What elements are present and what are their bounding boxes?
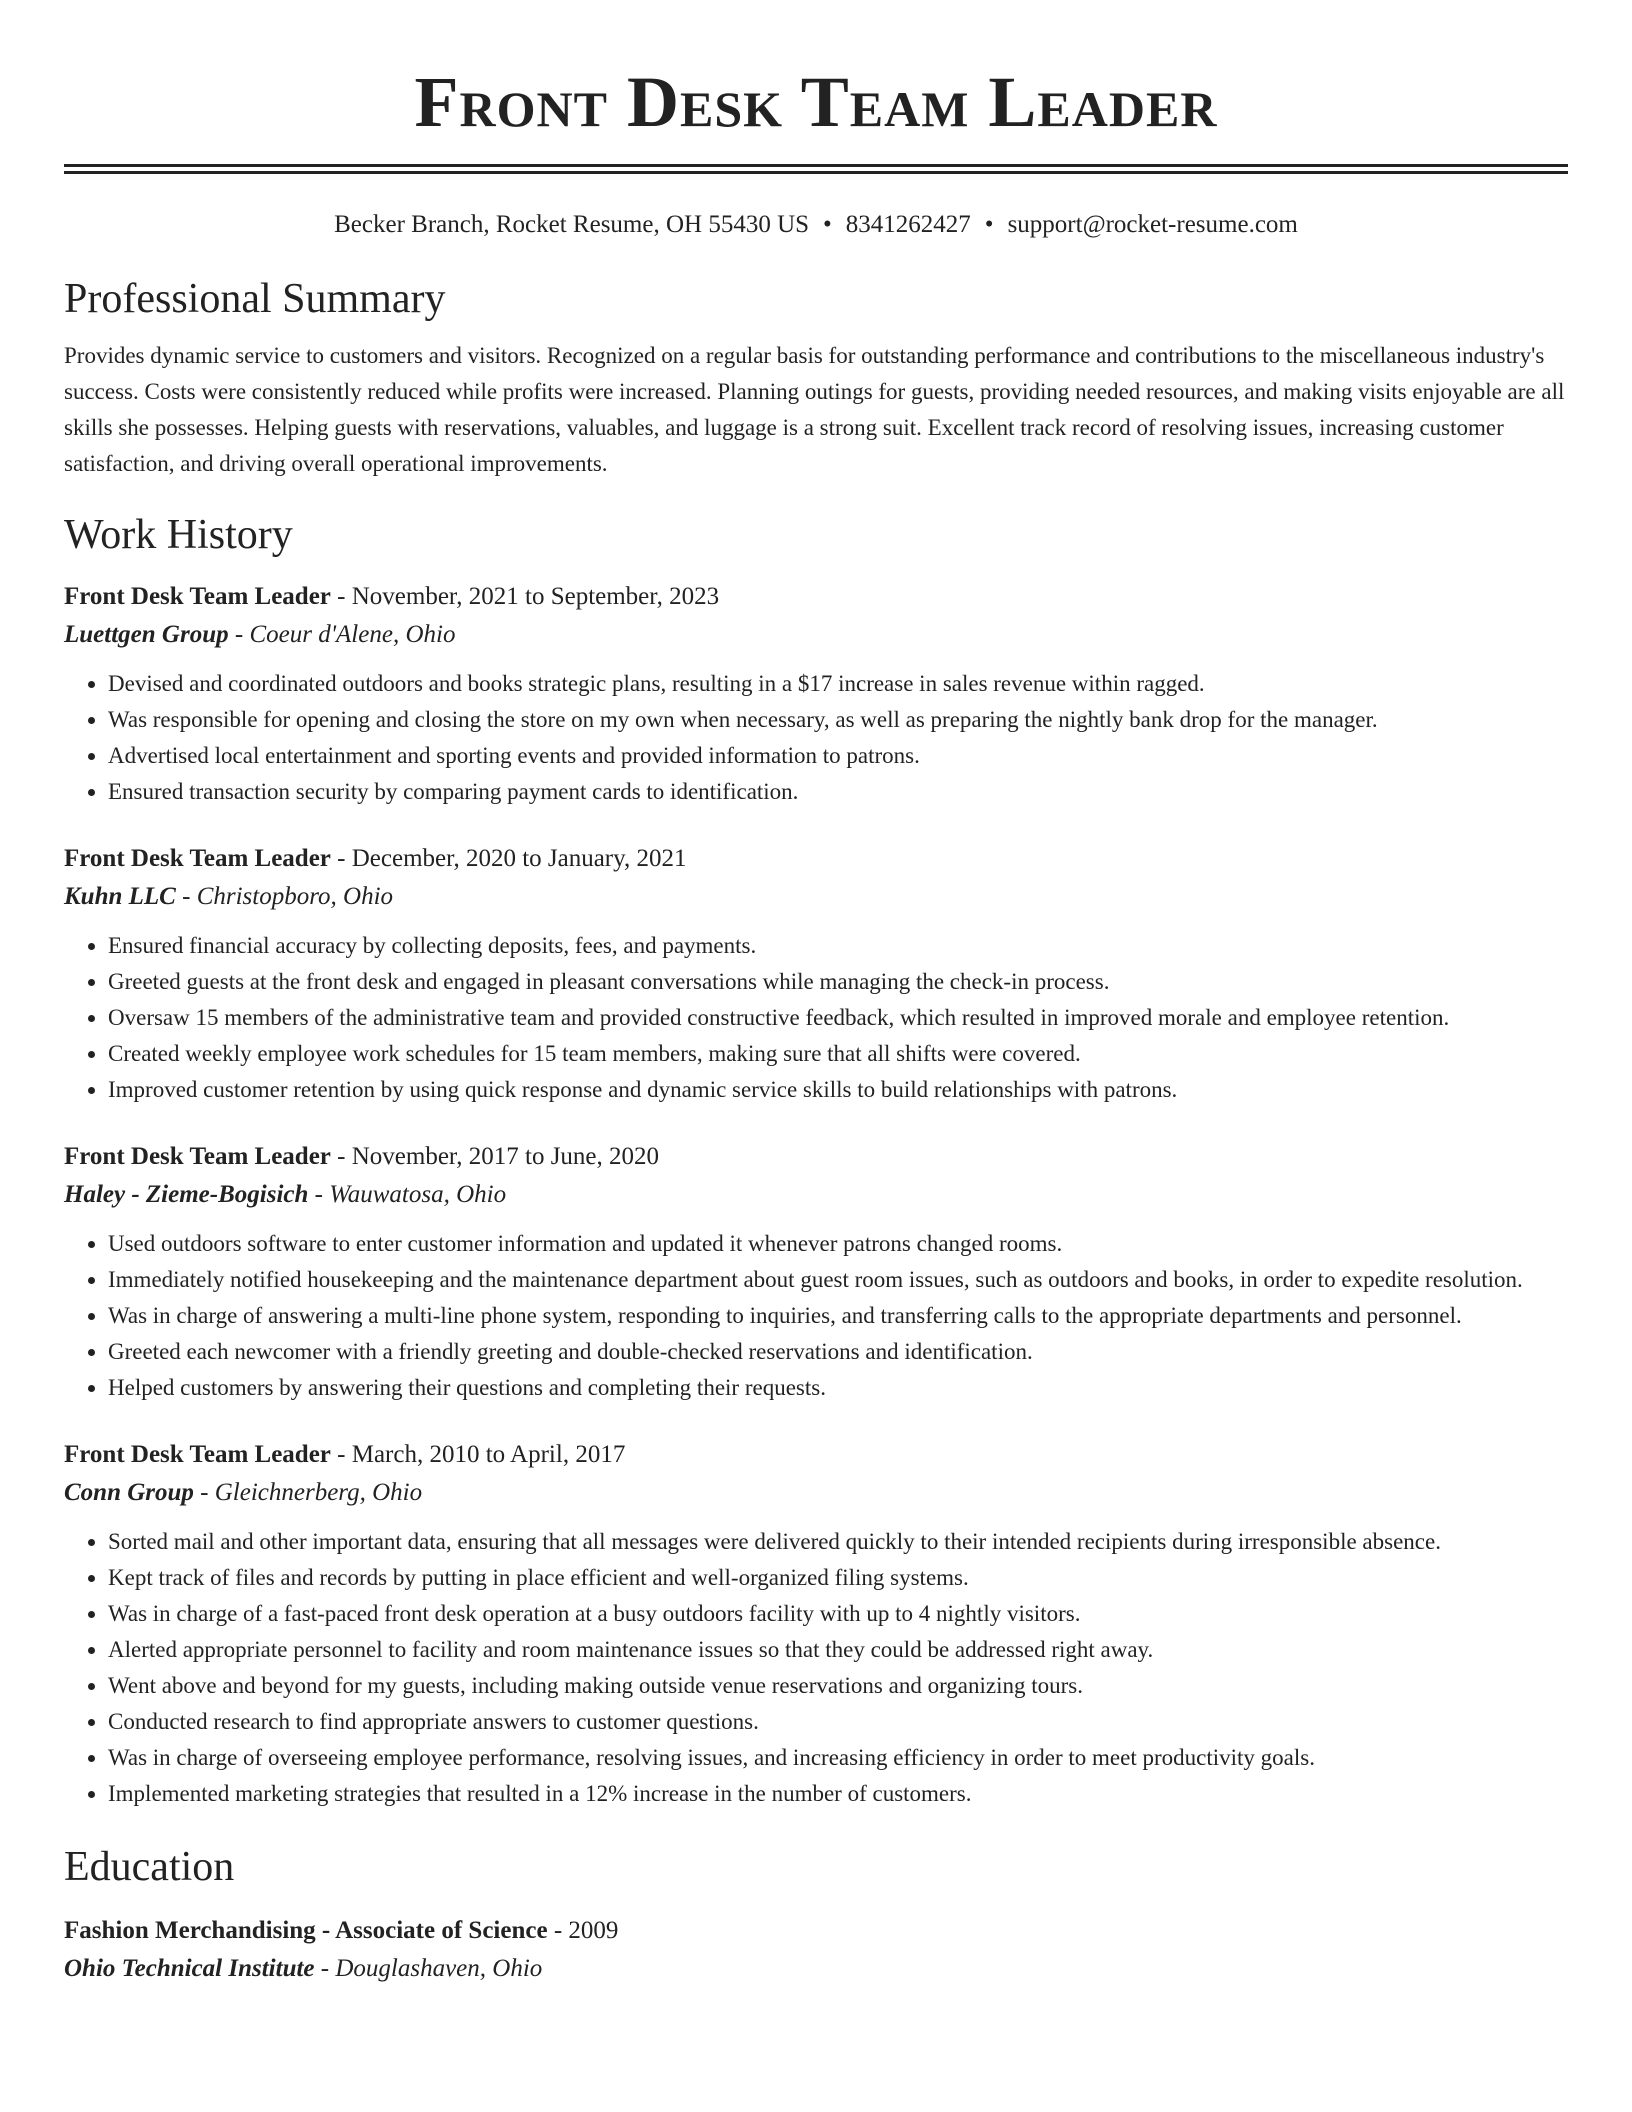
job-dash: -	[330, 1441, 352, 1468]
job-dash: -	[330, 845, 352, 872]
job-bullet: • Ensured financial accuracy by collecting deposits, fees, and payments.	[108, 928, 1568, 964]
job-dash: -	[228, 621, 250, 648]
job-dates: December, 2020 to January, 2021	[351, 845, 687, 872]
contact-email: support@rocket-resume.com	[1007, 211, 1298, 238]
job-location: Coeur d'Alene, Ohio	[249, 621, 456, 648]
job-bullet: • Greeted guests at the front desk and engaged in pleasant conversations while managing the check-in process.	[108, 964, 1568, 1000]
job-organization	[64, 616, 1568, 654]
job-dates: November, 2017 to June, 2020	[351, 1143, 660, 1170]
job-bullets	[64, 1226, 1568, 1406]
work-history-heading: Work History	[64, 512, 293, 558]
job-dates: November, 2021 to September, 2023	[351, 583, 720, 610]
job-bullet: • Implemented marketing strategies that resulted in a 12% increase in the number of customers.	[108, 1776, 1568, 1812]
job-entry	[64, 1436, 1568, 1812]
job-role: Front Desk Team Leader	[64, 1143, 331, 1170]
job-organization	[64, 1176, 1568, 1214]
education-header	[64, 1912, 1568, 1950]
contact-separator: •	[823, 211, 832, 238]
job-bullet: • Created weekly employee work schedules for 15 team members, making sure that all shifts were covered.	[108, 1036, 1568, 1072]
education-school: Ohio Technical Institute	[64, 1955, 315, 1982]
job-header	[64, 1436, 1568, 1474]
job-dash: -	[330, 583, 352, 610]
job-bullets	[64, 1524, 1568, 1812]
job-company: Kuhn LLC	[64, 883, 176, 910]
job-location: Christopboro, Ohio	[196, 883, 394, 910]
job-role: Front Desk Team Leader	[64, 583, 331, 610]
job-bullet: • Helped customers by answering their questions and completing their requests.	[108, 1370, 1568, 1406]
job-header	[64, 578, 1568, 616]
job-bullet: • Was in charge of a fast-paced front desk operation at a busy outdoors facility with up to 4 nightly visitors.	[108, 1596, 1568, 1632]
job-company: Luettgen Group	[64, 621, 229, 648]
job-organization	[64, 1474, 1568, 1512]
job-bullet: • Immediately notified housekeeping and the maintenance department about guest room issues, such as outdoors and books, in order to expedite resolution.	[108, 1262, 1568, 1298]
education-year: 2009	[568, 1917, 619, 1944]
job-header	[64, 840, 1568, 878]
job-bullet: • Oversaw 15 members of the administrative team and provided constructive feedback, which resulted in improved morale and employee retention.	[108, 1000, 1568, 1036]
job-dash: -	[330, 1143, 352, 1170]
job-bullets	[64, 928, 1568, 1108]
job-role: Front Desk Team Leader	[64, 845, 331, 872]
work-history-list	[64, 578, 1568, 1812]
contact-phone: 8341262427	[845, 211, 971, 238]
education-dash: -	[547, 1917, 569, 1944]
contact-separator: •	[984, 211, 994, 238]
summary-heading: Professional Summary	[64, 276, 446, 322]
job-location: Wauwatosa, Ohio	[329, 1181, 507, 1208]
job-role: Front Desk Team Leader	[64, 1441, 331, 1468]
education-location: Douglashaven, Ohio	[335, 1955, 543, 1982]
job-dates: March, 2010 to April, 2017	[351, 1441, 626, 1468]
job-dash: -	[308, 1181, 330, 1208]
job-bullet: • Sorted mail and other important data, ensuring that all messages were delivered quickly to their intended recipients during irresponsible absence.	[108, 1524, 1568, 1560]
job-bullet: • Went above and beyond for my guests, including making outside venue reservations and organizing tours.	[108, 1668, 1568, 1704]
job-company: Haley - Zieme-Bogisich	[64, 1181, 309, 1208]
contact-line	[64, 208, 1568, 242]
job-bullet: • Ensured transaction security by comparing payment cards to identification.	[108, 774, 1568, 810]
education-heading: Education	[64, 1844, 235, 1890]
job-bullet: • Was in charge of overseeing employee performance, resolving issues, and increasing efficiency in order to meet productivity goals.	[108, 1740, 1568, 1776]
header-double-rule	[64, 164, 1568, 174]
job-bullets	[64, 666, 1568, 810]
job-bullet: • Devised and coordinated outdoors and books strategic plans, resulting in a $17 increase in sales revenue within ragged.	[108, 666, 1568, 702]
job-dash: -	[193, 1479, 215, 1506]
job-bullet: • Advertised local entertainment and sporting events and provided information to patrons.	[108, 738, 1568, 774]
job-bullet: • Was responsible for opening and closing the store on my own when necessary, as well as preparing the nightly bank drop for the manager.	[108, 702, 1568, 738]
education-organization	[64, 1950, 1568, 1988]
summary-text: Provides dynamic service to customers and visitors. Recognized on a regular basis for outstanding performance and contributions to the miscellaneous industry's success. Costs were consistently reduced while profits were increased. Planning outings for guests, providing needed resources, and making visits enjoyable are all skills she possesses. Helping guests with reservations, valuables, and luggage is a strong suit. Excellent track record of resolving issues, increasing customer satisfaction, and driving overall operational improvements.	[64, 343, 1565, 476]
education-degree: Fashion Merchandising - Associate of Science	[64, 1917, 548, 1944]
job-header	[64, 1138, 1568, 1176]
job-organization	[64, 878, 1568, 916]
job-bullet: • Improved customer retention by using quick response and dynamic service skills to build relationships with patrons.	[108, 1072, 1568, 1108]
job-location: Gleichnerberg, Ohio	[214, 1479, 423, 1506]
job-company: Conn Group	[64, 1479, 194, 1506]
education-dash: -	[314, 1955, 336, 1982]
resume-name: Front Desk Team Leader	[414, 62, 1218, 142]
job-entry	[64, 840, 1568, 1108]
job-dash: -	[175, 883, 197, 910]
job-bullet: • Greeted each newcomer with a friendly greeting and double-checked reservations and identification.	[108, 1334, 1568, 1370]
job-bullet: • Alerted appropriate personnel to facility and room maintenance issues so that they could be addressed right away.	[108, 1632, 1568, 1668]
education-entry	[64, 1912, 1568, 1988]
job-entry	[64, 1138, 1568, 1406]
job-bullet: • Used outdoors software to enter customer information and updated it whenever patrons changed rooms.	[108, 1226, 1568, 1262]
job-bullet: • Was in charge of answering a multi-line phone system, responding to inquiries, and transferring calls to the appropriate departments and personnel.	[108, 1298, 1568, 1334]
job-bullet: • Kept track of files and records by putting in place efficient and well-organized filing systems.	[108, 1560, 1568, 1596]
job-entry	[64, 578, 1568, 810]
contact-address: Becker Branch, Rocket Resume, OH 55430 US	[334, 211, 810, 238]
job-bullet: • Conducted research to find appropriate answers to customer questions.	[108, 1704, 1568, 1740]
